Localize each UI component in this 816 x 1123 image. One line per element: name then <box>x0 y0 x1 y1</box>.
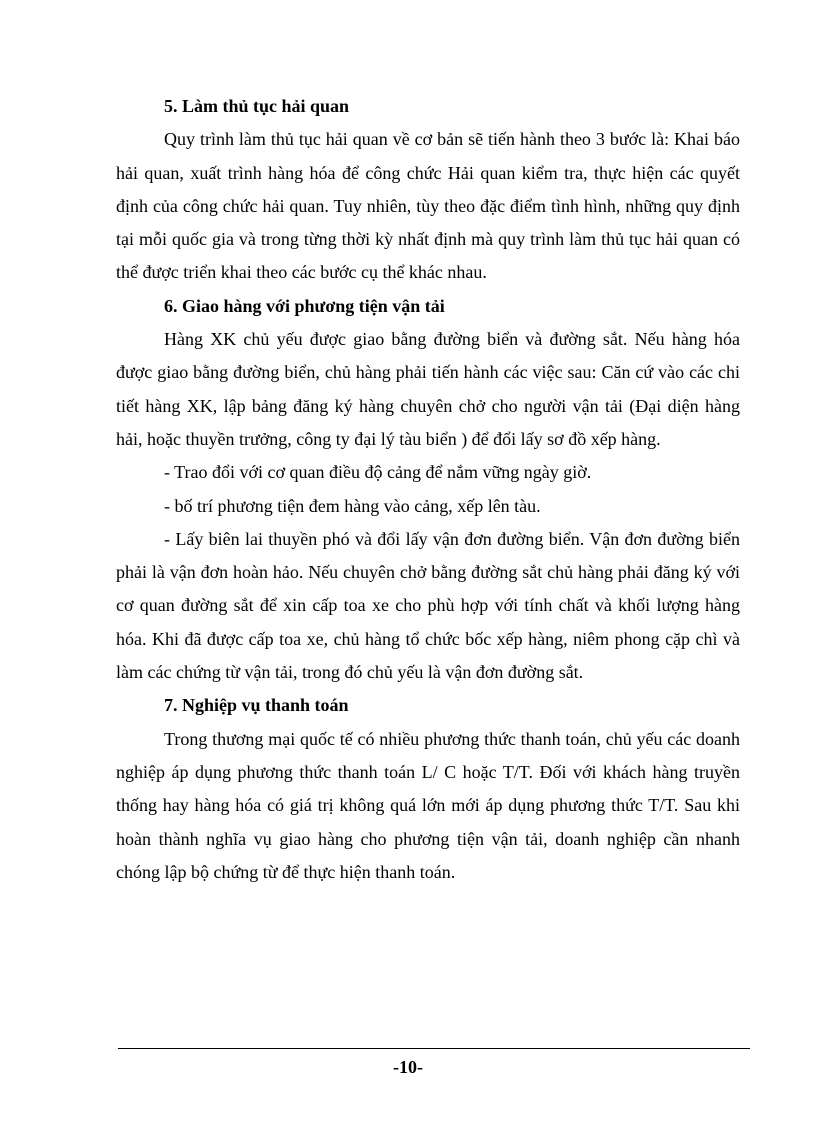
document-page <box>116 90 740 889</box>
section-5-heading: 5. Làm thủ tục hải quan <box>164 96 350 116</box>
section-5-paragraph: Quy trình làm thủ tục hải quan về cơ bản sẽ tiến hành theo 3 bước là: Khai báo hải quan, xuất trình hàng hóa để công chức Hải quan kiểm tra, thực hiện các quyết định của công chức hải quan. Tuy nhiên, tùy theo đặc điểm tình hình, những quy định tại mỗi quốc gia và trong từng thời kỳ nhất định mà quy trình làm thủ tục hải quan có thể được triển khai theo các bước cụ thể khác nhau. <box>116 129 740 283</box>
section-6-heading: 6. Giao hàng với phương tiện vận tải <box>164 295 445 316</box>
section-6-bullet-1: - Trao đổi với cơ quan điều độ cảng để nắm vững ngày giờ. <box>164 462 592 483</box>
section-7-heading: 7. Nghiệp vụ thanh toán <box>164 695 349 716</box>
section-6-paragraph: Hàng XK chủ yếu được giao bằng đường biển và đường sắt. Nếu hàng hóa được giao bằng đường biển, chủ hàng phải tiến hành các việc sau: Căn cứ vào các chi tiết hàng XK, lập bảng đăng ký hàng chuyên chở cho người vận tải (Đại diện hàng hải, hoặc thuyền trưởng, công ty đại lý tàu biển ) để đổi lấy sơ đồ xếp hàng. <box>116 329 740 449</box>
section-6-bullet-3: - Lấy biên lai thuyền phó và đổi lấy vận đơn đường biển. Vận đơn đường biển phải là vận đơn hoàn hảo. Nếu chuyên chở bằng đường sắt chủ hàng phải đăng ký với cơ quan đường sắt để xin cấp toa xe cho phù hợp với tính chất và khối lượng hàng hóa. Khi đã được cấp toa xe, chủ hàng tổ chức bốc xếp hàng, niêm phong cặp chì và làm các chứng từ vận tải, trong đó chủ yếu là vận đơn đường sắt. <box>116 528 740 683</box>
section-7-paragraph: Trong thương mại quốc tế có nhiều phương thức thanh toán, chủ yếu các doanh nghiệp áp dụng phương thức thanh toán L/ C hoặc T/T. Đối với khách hàng truyền thống hay hàng hóa có giá trị không quá lớn mới áp dụng phương thức T/T. Sau khi hoàn thành nghĩa vụ giao hàng cho phương tiện vận tải, doanh nghiệp cần nhanh chóng lập bộ chứng từ để thực hiện thanh toán. <box>116 728 740 882</box>
footer-divider <box>118 1048 750 1049</box>
section-6-bullet-2: - bố trí phương tiện đem hàng vào cảng, xếp lên tàu. <box>164 495 541 516</box>
page-number: -10- <box>393 1057 423 1077</box>
